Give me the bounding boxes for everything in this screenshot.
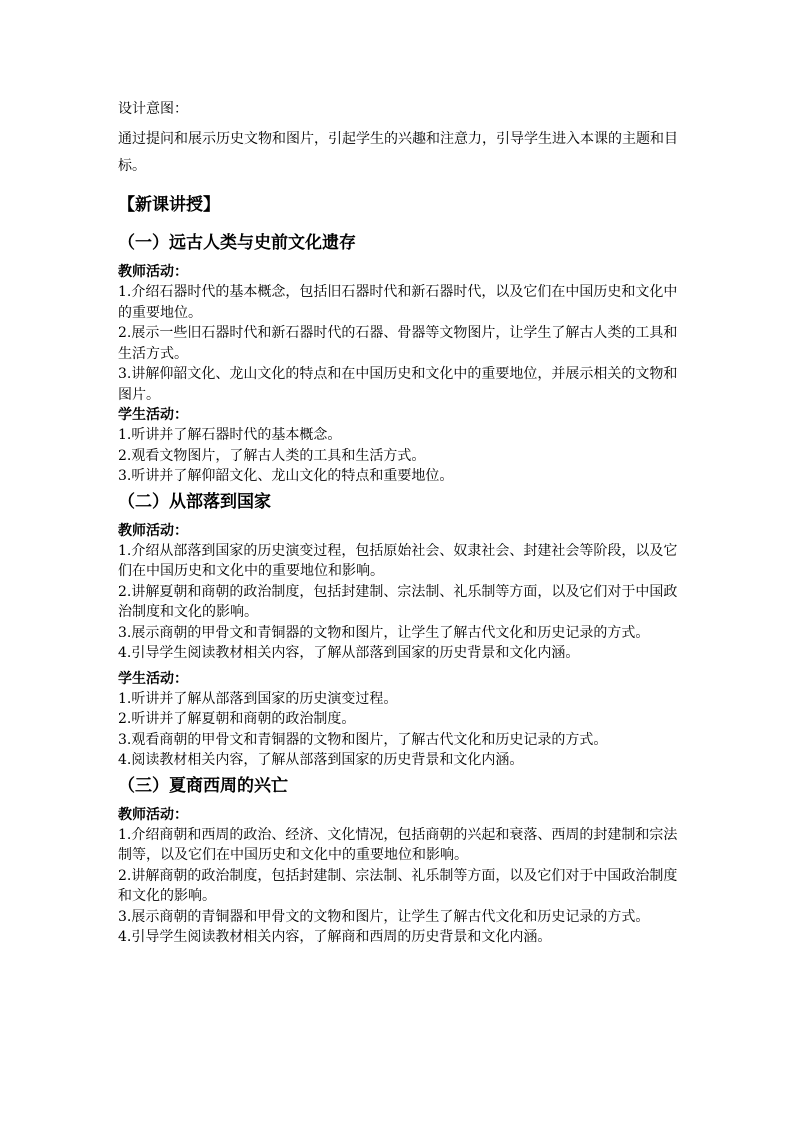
section-2 <box>118 491 678 771</box>
list-item: 2.观看文物图片，了解古人类的工具和生活方式。 <box>118 447 426 464</box>
list-item: 1.听讲并了解从部落到国家的历史演变过程。 <box>118 690 398 707</box>
section-title: （三）夏商西周的兴亡 <box>118 775 288 796</box>
student-activity-label: 学生活动： <box>118 670 188 687</box>
list-item: 2.听讲并了解夏朝和商朝的政治制度。 <box>118 711 356 727</box>
list-item: 1.介绍从部落到国家的历史演变过程，包括原始社会、奴隶社会、封建社会等阶段，以及它们在中国历史和文化中的重要地位和影响。 <box>118 542 678 579</box>
list-item: 4.阅读教材相关内容，了解从部落到国家的历史背景和文化内涵。 <box>118 752 524 768</box>
teacher-activity-label: 教师活动： <box>118 522 188 539</box>
list-item: 2.讲解夏朝和商朝的政治制度，包括封建制、宗法制、礼乐制等方面，以及它们对于中国政治制度和文化的影响。 <box>118 583 678 620</box>
section-title: （一）远古人类与史前文化遗存 <box>118 233 356 253</box>
design-intent-text: 通过提问和展示历史文物和图片，引起学生的兴趣和注意力，引导学生进入本课的主题和目标。 <box>118 131 678 174</box>
list-item: 1.介绍石器时代的基本概念，包括旧石器时代和新石器时代，以及它们在中国历史和文化中的重要地位。 <box>118 284 678 321</box>
document-page <box>118 96 678 948</box>
section-1 <box>118 232 678 487</box>
new-lesson-heading: 【新课讲授】 <box>118 195 220 215</box>
list-item: 1.介绍商朝和西周的政治、经济、文化情况，包括商朝的兴起和衰落、西周的封建制和宗法制等，以及它们在中国历史和文化中的重要地位和影响。 <box>118 826 678 863</box>
list-item: 3.听讲并了解仰韶文化、龙山文化的特点和重要地位。 <box>118 468 454 484</box>
list-item: 3.观看商朝的甲骨文和青铜器的文物和图片，了解古代文化和历史记录的方式。 <box>118 731 608 748</box>
list-item: 2.讲解商朝的政治制度，包括封建制、宗法制、礼乐制等方面，以及它们对于中国政治制度和文化的影响。 <box>118 867 678 904</box>
list-item: 3.展示商朝的青铜器和甲骨文的文物和图片，让学生了解古代文化和历史记录的方式。 <box>118 908 650 925</box>
list-item: 4.引导学生阅读教材相关内容，了解从部落到国家的历史背景和文化内涵。 <box>118 645 580 661</box>
list-item: 3.展示商朝的甲骨文和青铜器的文物和图片，让学生了解古代文化和历史记录的方式。 <box>118 624 650 641</box>
student-activity-label: 学生活动： <box>118 407 188 423</box>
list-item: 2.展示一些旧石器时代和新石器时代的石器、骨器等文物图片，让学生了解古人类的工具和生活方式。 <box>118 325 678 362</box>
section-3 <box>118 775 678 948</box>
teacher-activity-label: 教师活动： <box>118 264 188 280</box>
design-intent-label: 设计意图： <box>118 101 188 117</box>
list-item: 3.讲解仰韶文化、龙山文化的特点和在中国历史和文化中的重要地位，并展示相关的文物和图片。 <box>118 366 678 403</box>
list-item: 4.引导学生阅读教材相关内容，了解商和西周的历史背景和文化内涵。 <box>118 929 552 945</box>
section-title: （二）从部落到国家 <box>118 491 271 512</box>
teacher-activity-label: 教师活动： <box>118 806 188 823</box>
list-item: 1.听讲并了解石器时代的基本概念。 <box>118 427 342 443</box>
